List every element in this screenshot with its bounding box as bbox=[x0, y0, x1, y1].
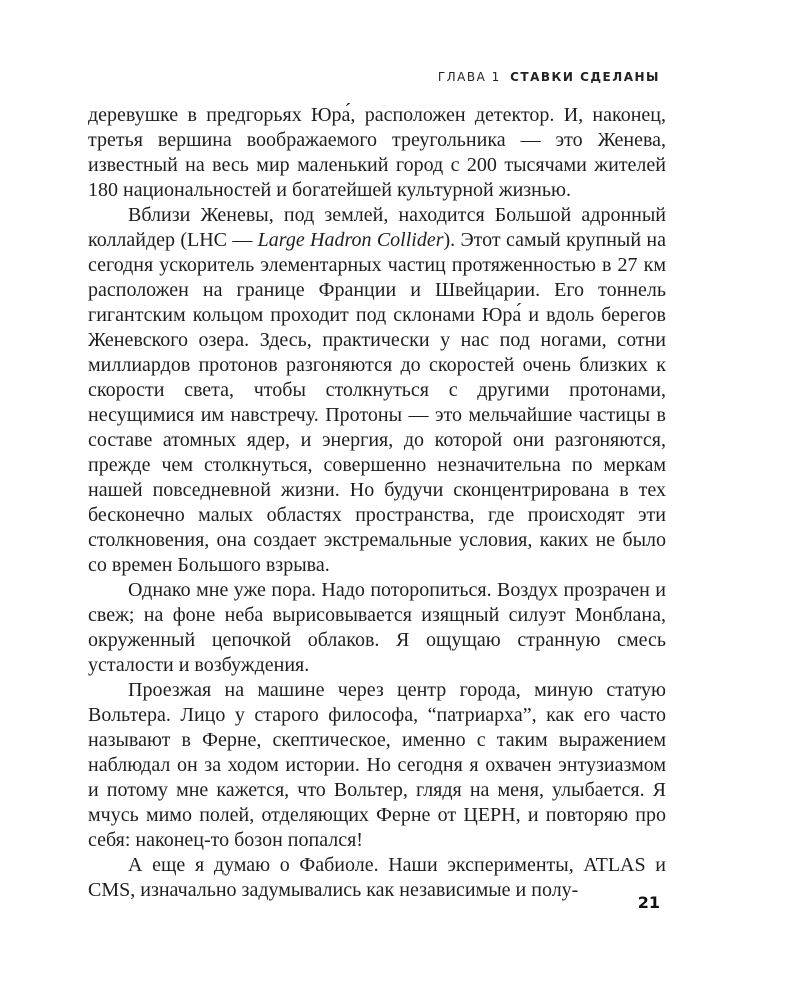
page-number: 21 bbox=[637, 893, 660, 912]
paragraph-lhc bbox=[88, 203, 666, 578]
paragraph-voltaire: Проезжая на машине через центр города, миную статую Вольтера. Лицо у старого философа, “патриарха”, как его часто называют в Ферне, скептическое, именно с таким выражением наблюдал он за ходом истории. Но сегодня я охвачен энтузиазмом и потому мне кажется, что Вольтер, глядя на меня, улыбается. Я мчусь мимо полей, отделяющих Ферне от ЦЕРН, и повторяю про себя: наконец-то бозон попался! bbox=[88, 679, 666, 851]
paragraph-continuation: деревушке в предгорьях Юра́, расположен детектор. И, наконец, третья вершина воображаемого треугольника — это Женева, известный на весь мир маленький город с 200 тысячами жителей 180 национальностей и богатейшей культурной жизнью. bbox=[88, 104, 666, 201]
paragraph-lhc-start: Вблизи Женевы, под землей, находится Большой адронный коллайдер (LHC — bbox=[88, 204, 666, 251]
body-text bbox=[88, 103, 666, 903]
paragraph-morning: Однако мне уже пора. Надо поторопиться. Воздух прозрачен и свеж; на фоне неба вырисовывается изящный силуэт Монблана, окруженный цепочкой облаков. Я ощущаю странную смесь усталости и возбуждения. bbox=[88, 579, 666, 676]
paragraph-lhc-rest: ). Этот самый крупный на сегодня ускоритель элементарных частиц протяженностью в 27 км расположен на границе Франции и Швейцарии. Его тоннель гигантским кольцом проходит под склонами Юра́ и вдоль берегов Женевского озера. Здесь, практически у нас под ногами, сотни миллиардов протонов разгоняются до скоростей очень близких к скорости света, чтобы столкнуться с другими протонами, несущимися им навстречу. Протоны — это мельчайшие частицы в составе атомных ядер, и энергия, до которой они разгоняются, прежде чем столкнуться, совершенно незначительна по меркам нашей повседневной жизни. Но будучи сконцентрирована в тех бесконечно малых областях пространства, где происходят эти столкновения, она создает экстремальные условия, каких не было со времен Большого взрыва. bbox=[88, 229, 666, 576]
lhc-full-name: Large Hadron Collider bbox=[257, 229, 444, 251]
chapter-title: СТАВКИ СДЕЛАНЫ bbox=[510, 70, 660, 84]
chapter-label: ГЛАВА 1 bbox=[437, 70, 501, 84]
running-head bbox=[438, 70, 660, 84]
paragraph-fabiola: А еще я думаю о Фабиоле. Наши эксперименты, ATLAS и CMS, изначально задумывались как независимые и полу- bbox=[88, 854, 666, 901]
